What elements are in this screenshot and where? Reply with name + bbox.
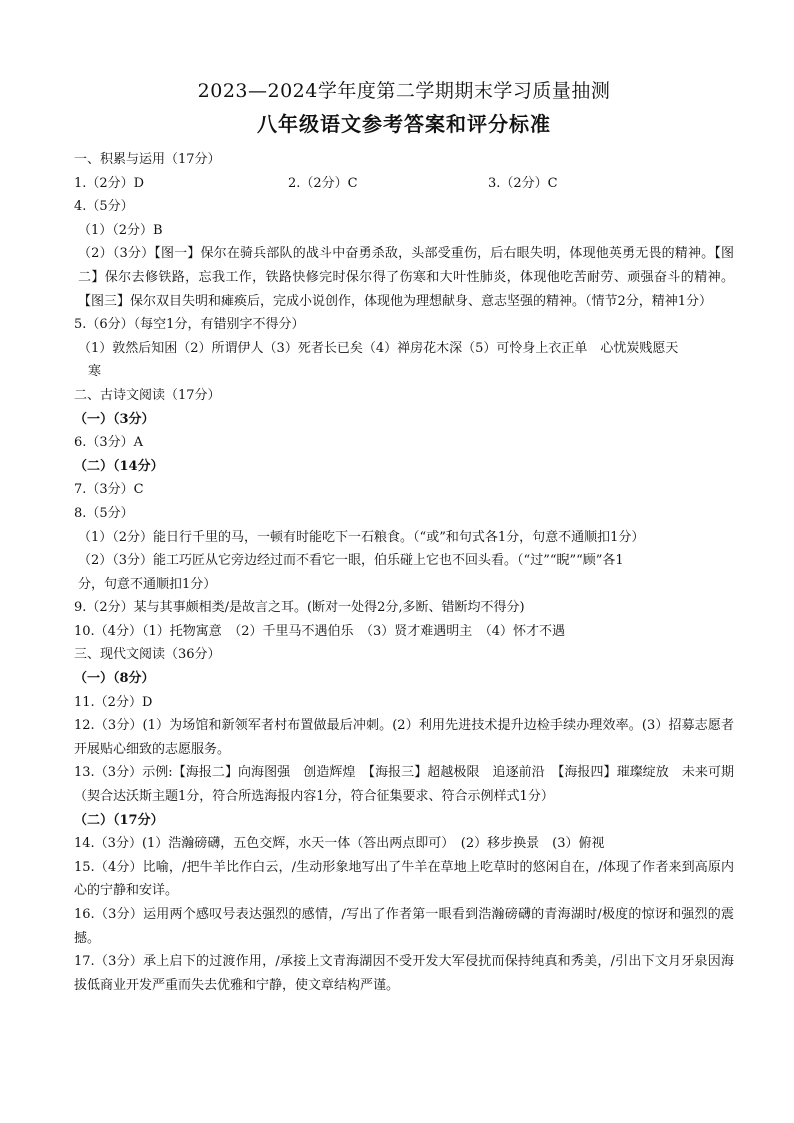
answer-q14: 14.（3分）(1）浩瀚磅礴，五色交辉，水天一体（答出两点即可） (2）移步换景 (3）俯视 [74, 836, 605, 852]
answer-q6: 6.（3分）A [74, 435, 144, 451]
answer-q8-1: （1）（2分）能日行千里的马，一顿有时能吃下一石粮食。（“或”和句式各1分，句意不通顺扣1分） [78, 529, 645, 545]
answer-q4-2: （2）（3分）【图一】保尔在骑兵部队的战斗中奋勇杀敌，头部受重伤，后右眼失明，体现他英勇无畏的精神。【图二】保尔去修铁路，忘我工作，铁路快修完时保尔得了伤寒和大叶性肺炎，体现他吃苦耐劳、顽强奋斗的精神。【图三】保尔双目失明和瘫痪后，完成小说创作，体现他为理想献身、意志坚强的精神。（情节2分，精神1分） [78, 246, 734, 309]
answer-q1: 1.（2分）D [74, 175, 145, 191]
answer-row [74, 172, 734, 196]
answer-q8-2-cont: 分，句意不通顺扣1分） [78, 576, 217, 592]
answer-q5-line1: （1）敦然后知困（2）所谓伊人（3）死者长已矣（4）禅房花木深（5）可怜身上衣正单 心忧炭贱愿天 [78, 340, 679, 356]
page-subtitle: 八年级语文参考答案和评分标准 [257, 112, 551, 136]
answer-q3: 3.（2分）C [488, 175, 558, 191]
subsection-heading: （二）（14分） [74, 458, 164, 474]
answer-q2: 2.（2分）C [288, 175, 358, 191]
answer-q10: 10.（4分）（1）托物寓意 （2）千里马不遇伯乐 （3）贤才难遇明主 （4）怀才不遇 [74, 623, 566, 639]
answer-q17: 17.（3分）承上启下的过渡作用，/承接上文青海湖因不受开发大军侵扰而保持纯真和秀美，/引出下文月牙泉因海拔低商业开发严重而失去优雅和宁静，使文章结构严谨。 [74, 954, 734, 993]
answer-sheet [74, 78, 734, 997]
answer-q16: 16.（3分）运用两个感叹号表达强烈的感情，/写出了作者第一眼看到浩瀚磅礴的青海湖时/极度的惊讶和强烈的震撼。 [74, 907, 734, 946]
answer-q8: 8.（5分） [74, 505, 134, 521]
subsection-heading: （一）（3分） [74, 411, 155, 427]
answer-q15: 15.（4分）比喻，/把牛羊比作白云，/生动形象地写出了牛羊在草地上吃草时的悠闲自在，/体现了作者来到高原内心的宁静和安详。 [74, 859, 734, 899]
answer-q7: 7.（3分）C [74, 482, 144, 498]
section-heading: 三、现代文阅读（36分） [74, 647, 221, 663]
answer-q12: 12.（3分）(1）为场馆和新领军者村布置做最后冲刺。(2）利用先进技术提升边检手续办理效率。(3）招募志愿者开展贴心细致的志愿服务。 [74, 718, 734, 757]
section-heading: 二、古诗文阅读（17分） [74, 387, 221, 403]
answer-q8-2: （2）（3分）能工巧匠从它旁边经过而不看它一眼，伯乐碰上它也不回头看。（“过”“睨”“顾”各1 [78, 553, 624, 569]
answer-q5-line2: 寒 [88, 364, 102, 380]
answer-q4-1: （1）（2分）B [78, 222, 163, 238]
answer-q4: 4.（5分） [74, 199, 134, 215]
section-heading: 一、积累与运用（17分） [74, 152, 221, 167]
subsection-heading: （一）（8分） [74, 671, 155, 687]
page-title: 2023—2024学年度第二学期期末学习质量抽测 [197, 80, 611, 102]
answer-q5: 5.（6分）（每空1分，有错别字不得分） [74, 317, 305, 333]
subsection-heading: （二）（17分） [74, 812, 164, 828]
answer-q9: 9.（2分）某与其事颇相类/是故言之耳。(断对一处得2分,多断、错断均不得分) [74, 600, 525, 616]
answer-q11: 11.（2分）D [74, 694, 153, 710]
answer-q13: 13.（3分）示例:【海报二】向海图强 创造辉煌 【海报三】超越极限 追逐前沿 【海报四】璀璨绽放 未来可期（契合达沃斯主题1分，符合所选海报内容1分，符合征集要求、符合示例样式1分） [74, 765, 734, 805]
